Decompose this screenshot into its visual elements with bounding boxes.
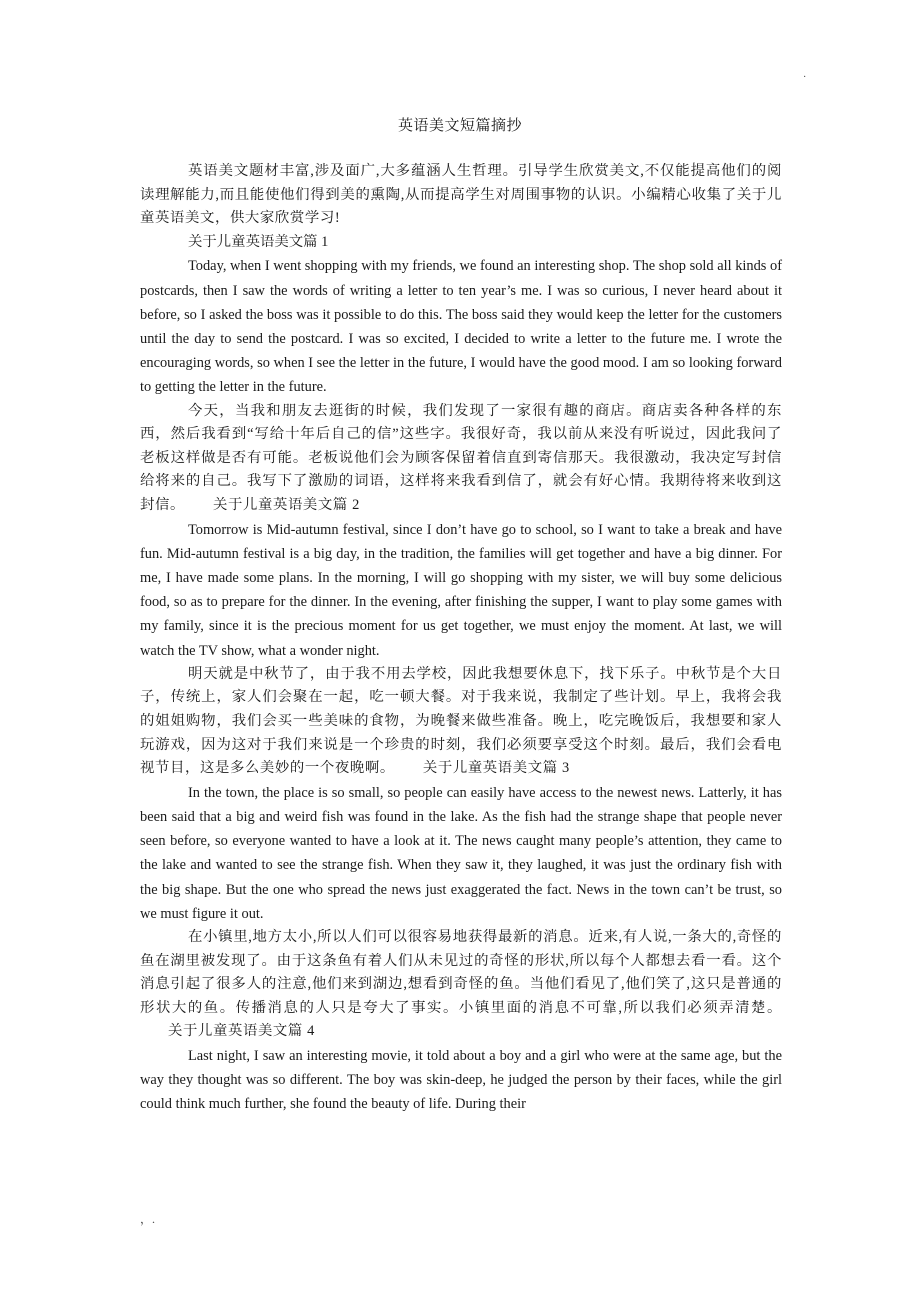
article-1-chinese-text: 今天，当我和朋友去逛街的时候，我们发现了一家很有趣的商店。商店卖各种各样的东西，然后我看到“写给十年后自己的信”这些字。我很好奇，我以前从来没有听说过，因此我问了老板这样做是否有可能。老板说他们会为顾客保留着信直到寄信那天。我很激动，我决定写封信给将来的自己。我写下了激励的词语，这样将来我看到信了，就会有好心情。我期待将来收到这封信。 [140, 402, 782, 513]
article-heading-4: 关于儿童英语美文篇 4 [168, 1023, 315, 1040]
article-1-english: Today, when I went shopping with my friends, we found an interesting shop. The shop sold all kinds of postcards, then I saw the words of writing a letter to ten year’s me. I was so curious, I never heard about it before, so I asked the boss was it possible to do this. The boss said they would keep the letter for the customers until the day to send the postcard. I was so excited, I decided to write a letter to the future me. I wrote the encouraging words, so when I see the letter in the future, I would have the good mood. I am so looking forward to getting the letter in the future. [140, 258, 782, 396]
intro-paragraph: 英语美文题材丰富,涉及面广,大多蕴涵人生哲理。引导学生欣赏美文,不仅能提高他们的阅读理解能力,而且能使他们得到美的熏陶,从而提高学生对周围事物的认识。小编精心收集了关于儿童英语美文，供大家欣赏学习! [140, 163, 782, 227]
page-mark-bottom: ，. [140, 1212, 156, 1226]
article-2-chinese [140, 663, 782, 781]
article-3-chinese [140, 926, 782, 1044]
article-heading-2: 关于儿童英语美文篇 2 [212, 496, 360, 513]
article-heading-1: 关于儿童英语美文篇 1 [188, 233, 329, 250]
article-1-chinese [140, 400, 782, 518]
document-title: 英语美文短篇摘抄 [397, 118, 522, 134]
document-body [140, 160, 782, 1117]
article-heading-3: 关于儿童英语美文篇 3 [422, 760, 570, 777]
article-3-chinese-text: 在小镇里,地方太小,所以人们可以很容易地获得最新的消息。近来,有人说,一条大的,奇怪的鱼在湖里被发现了。由于这条鱼有着人们从未见过的奇怪的形状,所以每个人都想去看一看。这个消息引起了很多人的注意,他们来到湖边,想看到奇怪的鱼。当他们看见了,他们笑了,这只是普通的形状大的鱼。传播消息的人只是夸大了事实。小镇里面的消息不可靠,所以我们必须弄清楚。 [140, 928, 782, 1016]
article-3-english: In the town, the place is so small, so people can easily have access to the newest news. Latterly, it has been said that a big and weird fish was found in the lake. As the fish had the strange shape that people never seen before, so everyone wanted to have a look at it. The news caught many people’s attention, they came to the lake and wanted to see the strange fish. When they saw it, they laughed, it was just the ordinary fish with the big shape. But the one who spread the news just exaggerated the fact. News in the town can’t be trust, so we must figure it out. [140, 784, 782, 922]
article-4-english: Last night, I saw an interesting movie, it told about a boy and a girl who were at the same age, but the way they thought was so different. The boy was skin-deep, he judged the person by their faces, while the girl could think much further, she found the beauty of life. During their [140, 1047, 782, 1113]
article-2-chinese-text: 明天就是中秋节了，由于我不用去学校，因此我想要休息下，找下乐子。中秋节是个大日子，传统上，家人们会聚在一起，吃一顿大餐。对于我来说，我制定了些计划。早上，我将会我的姐姐购物，我们会买一些美味的食物，为晚餐来做些准备。晚上，吃完晚饭后，我想要和家人玩游戏，因为这对于我们来说是一个珍贵的时刻，我们必须要享受这个时刻。最后，我们会看电视节目，这是多么美妙的一个夜晚啊。 [140, 665, 782, 777]
article-2-english: Tomorrow is Mid-autumn festival, since I don’t have go to school, so I want to take a break and have fun. Mid-autumn festival is a big day, in the tradition, the families will get together and have a big dinner. For me, I have made some plans. In the morning, I will go shopping with my sister, we will buy some delicious food, so as to prepare for the dinner. In the evening, after finishing the supper, I want to play some games with my family, since it is the precious moment for us get together, we must enjoy the moment. At last, we will watch the TV show, what a wonder night. [140, 521, 782, 659]
page-mark-top: · [803, 72, 807, 83]
